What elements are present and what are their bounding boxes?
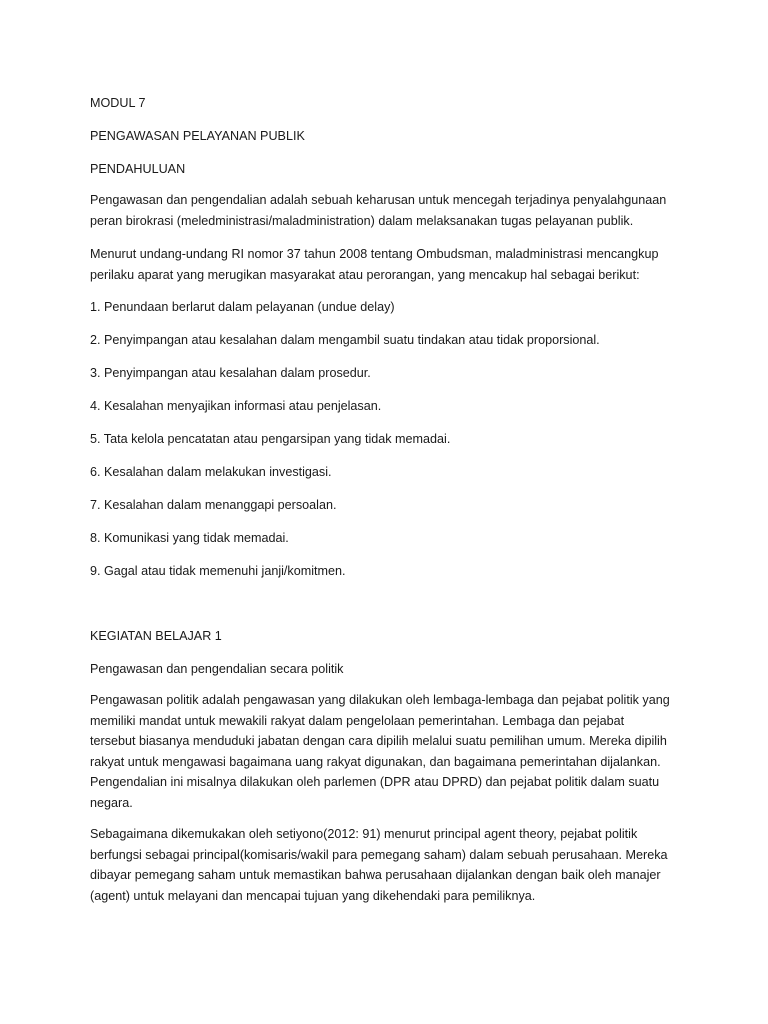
list-item: 9. Gagal atau tidak memenuhi janji/komitmen.: [90, 564, 346, 578]
text-line: Sebagaimana dikemukakan oleh setiyono(2012: 91) menurut principal agent theory, pejabat politik: [90, 827, 638, 841]
text-line: perilaku aparat yang merugikan masyarakat atau perorangan, yang mencakup hal sebagai berikut:: [90, 267, 640, 282]
section-heading: KEGIATAN BELAJAR 1: [90, 629, 222, 643]
text-line: (agent) untuk melayani dan mencapai tujuan yang dikehendaki para pemiliknya.: [90, 888, 536, 903]
text-line: dibayar pemegang saham untuk memastikan bahwa perusahaan dijalankan dengan baik oleh manajer: [90, 868, 661, 882]
list-item: 3. Penyimpangan atau kesalahan dalam prosedur.: [90, 366, 371, 380]
text-line: Pengawasan politik adalah pengawasan yang dilakukan oleh lembaga-lembaga dan pejabat politik yang: [90, 693, 670, 707]
text-line: peran birokrasi (meledministrasi/maladministration) dalam melaksanakan tugas pelayanan publik.: [90, 213, 634, 228]
intro-paragraph-2: [90, 244, 690, 285]
list-item: 5. Tata kelola pencatatan atau pengarsipan yang tidak memadai.: [90, 432, 451, 446]
text-line: berfungsi sebagai principal(komisaris/wakil para pemegang saham) dalam sebuah perusahaan. Mereka: [90, 847, 668, 862]
text-line: rakyat untuk mengawasi bagaimana uang rakyat digunakan, dan bagaimana pemerintahan dijalankan.: [90, 754, 661, 769]
intro-heading: PENDAHULUAN: [90, 162, 186, 176]
text-line: Pengawasan dan pengendalian adalah sebuah keharusan untuk mencegah terjadinya penyalahgunaan: [90, 193, 667, 207]
text-line: negara.: [90, 795, 133, 810]
module-title: MODUL 7: [90, 96, 146, 110]
list-item: 1. Penundaan berlarut dalam pelayanan (undue delay): [90, 300, 395, 314]
text-line: tersebut biasanya menduduki jabatan dengan cara dipilih melalui suatu pemilihan umum. Mereka dipilih: [90, 734, 667, 748]
list-item: 2. Penyimpangan atau kesalahan dalam mengambil suatu tindakan atau tidak proporsional.: [90, 333, 600, 347]
section-subheading: Pengawasan dan pengendalian secara politik: [90, 662, 344, 676]
section-paragraph-1: [90, 690, 690, 813]
list-item: 8. Komunikasi yang tidak memadai.: [90, 531, 289, 545]
text-line: Menurut undang-undang RI nomor 37 tahun 2008 tentang Ombudsman, maladministrasi mencangkup: [90, 247, 659, 261]
list-item: 4. Kesalahan menyajikan informasi atau penjelasan.: [90, 399, 382, 413]
module-subtitle: PENGAWASAN PELAYANAN PUBLIK: [90, 129, 305, 143]
text-line: Pengendalian ini misalnya dilakukan oleh parlemen (DPR atau DPRD) dan pejabat politik dalam suatu: [90, 775, 660, 789]
list-item: 7. Kesalahan dalam menanggapi persoalan.: [90, 498, 337, 512]
list-item: 6. Kesalahan dalam melakukan investigasi.: [90, 465, 332, 479]
section-paragraph-2: [90, 824, 690, 906]
text-line: memiliki mandat untuk mewakili rakyat dalam pengelolaan pemerintahan. Lembaga dan pejabat: [90, 713, 625, 728]
intro-paragraph-1: [90, 190, 690, 231]
